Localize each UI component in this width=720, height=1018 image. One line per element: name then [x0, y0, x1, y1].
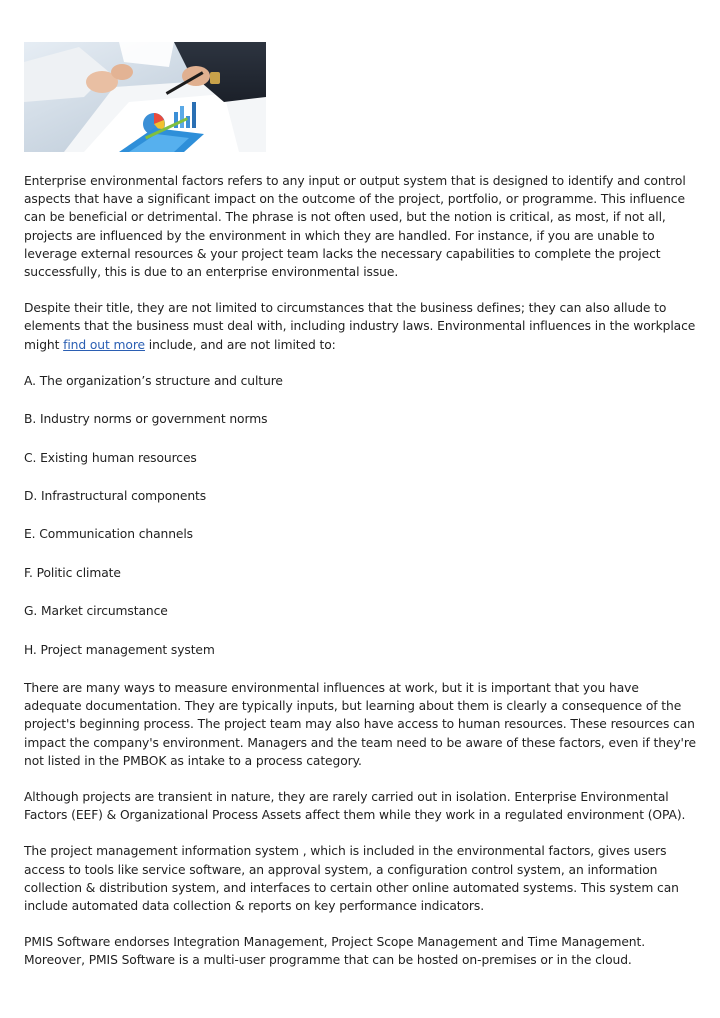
business-meeting-illustration [24, 42, 266, 152]
find-out-more-link[interactable]: find out more [63, 337, 145, 352]
list-item-h: H. Project management system [24, 642, 215, 657]
paragraph-measurement: There are many ways to measure environmental influences at work, but it is important that you have adequate documentation. They are typically inputs, but learning about them is clearly a consequence of the project's beginning process. The project team may also have access to human resources. These resources can impact the company's environment. Managers and the team need to be aware of these factors, even if they're not listed in the PMBOK as intake to a process category. [24, 680, 696, 768]
paragraph-pmis: The project management information system , which is included in the environmental factors, gives users access to tools like service software, an approval system, a configuration control system, an information collection & distribution system, and interfaces to certain other online automated systems. This system can include automated data collection & reports on key performance indicators. [24, 844, 679, 913]
list-item-b: B. Industry norms or government norms [24, 412, 268, 427]
article-body [24, 172, 696, 988]
paragraph-eef-opa: Although projects are transient in nature, they are rarely carried out in isolation. Enterprise Environmental Factors (EEF) & Organizational Process Assets affect them while they work in a regulated environment (OPA). [24, 789, 686, 823]
paragraph-intro: Enterprise environmental factors refers to any input or output system that is designed to identify and control aspects that have a significant impact on the outcome of the project, portfolio, or programme. This influence can be beneficial or detrimental. The phrase is not often used, but the notion is critical, as most, if not all, projects are influenced by the environment in which they are handled. For instance, if you are unable to leverage external resources & your project team lacks the necessary capabilities to complete the project successfully, this is due to an enterprise environmental issue. [24, 174, 686, 280]
paragraph-factors-tail: include, and are not limited to: [144, 337, 336, 352]
paragraph-factors [24, 299, 696, 354]
list-item-c: C. Existing human resources [24, 450, 197, 465]
list-item-g: G. Market circumstance [24, 604, 168, 619]
list-item-a: A. The organization’s structure and culture [24, 373, 283, 388]
paragraph-pmis-software: PMIS Software endorses Integration Management, Project Scope Management and Time Management. Moreover, PMIS Software is a multi-user programme that can be hosted on-premises or in the cloud. [24, 935, 646, 968]
list-item-f: F. Politic climate [24, 565, 121, 580]
list-item-e: E. Communication channels [24, 527, 193, 542]
list-item-d: D. Infrastructural components [24, 489, 207, 503]
paragraph-factors-text: Despite their title, they are not limited to circumstances that the business defines; they can also allude to elements that the business must deal with, including industry laws. Environmental influences in the workplace might [24, 301, 696, 352]
business-meeting-image [24, 42, 266, 152]
